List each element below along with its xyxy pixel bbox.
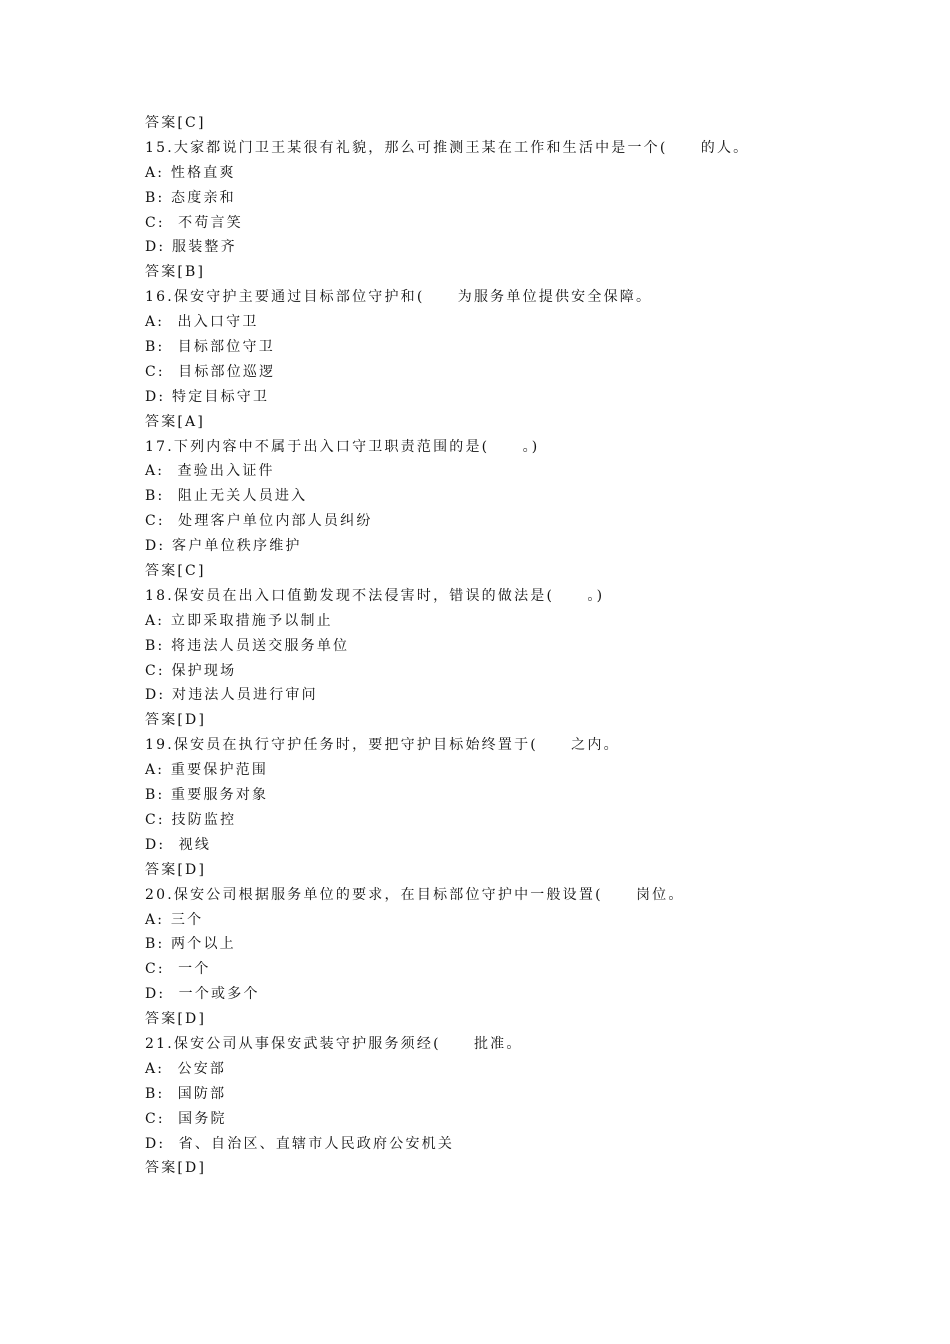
- answer-18: 答案[D]: [145, 712, 207, 729]
- question-21: 21.保安公司从事保安武装守护服务须经( 批准。: [145, 1035, 523, 1052]
- q19-option-c: C: 技防监控: [145, 811, 237, 828]
- q20-option-b: B: 两个以上: [145, 936, 236, 953]
- q20-option-c: C: 一个: [145, 961, 211, 978]
- question-20: 20.保安公司根据服务单位的要求，在目标部位守护中一般设置( 岗位。: [145, 886, 685, 903]
- question-18: 18.保安员在出入口值勤发现不法侵害时，错误的做法是( 。): [145, 587, 605, 604]
- answer-15: 答案[B]: [145, 264, 206, 281]
- document-body: [145, 111, 845, 1181]
- answer-21: 答案[D]: [145, 1160, 207, 1177]
- question-16: 16.保安守护主要通过目标部位守护和( 为服务单位提供安全保障。: [145, 289, 653, 306]
- q21-option-d: D: 省、自治区、直辖市人民政府公安机关: [145, 1135, 455, 1152]
- q20-option-a: A: 三个: [145, 911, 204, 928]
- q19-option-b: B: 重要服务对象: [145, 787, 269, 804]
- q15-option-c: C: 不苟言笑: [145, 214, 243, 231]
- q21-option-a: A: 公安部: [145, 1060, 227, 1077]
- q15-option-a: A: 性格直爽: [145, 164, 236, 181]
- answer-14: 答案[C]: [145, 115, 206, 131]
- q18-option-c: C: 保护现场: [145, 662, 237, 679]
- q21-option-b: B: 国防部: [145, 1085, 227, 1102]
- question-15: 15.大家都说门卫王某很有礼貌，那么可推测王某在工作和生活中是一个( 的人。: [145, 139, 750, 156]
- q18-option-d: D: 对违法人员进行审问: [145, 687, 318, 704]
- question-17: 17.下列内容中不属于出入口守卫职责范围的是( 。): [145, 438, 540, 455]
- q16-option-d: D: 特定目标守卫: [145, 388, 270, 405]
- q15-option-d: D: 服装整齐: [145, 239, 237, 256]
- q17-option-a: A: 查验出入证件: [145, 463, 275, 480]
- q16-option-a: A: 出入口守卫: [145, 314, 259, 331]
- answer-16: 答案[A]: [145, 413, 206, 430]
- q17-option-c: C: 处理客户单位内部人员纠纷: [145, 513, 373, 530]
- q17-option-b: B: 阻止无关人员进入: [145, 488, 308, 505]
- q16-option-b: B: 目标部位守卫: [145, 339, 275, 356]
- q21-option-c: C: 国务院: [145, 1110, 227, 1127]
- question-19: 19.保安员在执行守护任务时，要把守护目标始终置于( 之内。: [145, 737, 620, 754]
- q20-option-d: D: 一个或多个: [145, 986, 260, 1003]
- answer-17: 答案[C]: [145, 563, 206, 580]
- q15-option-b: B: 态度亲和: [145, 189, 236, 206]
- answer-20: 答案[D]: [145, 1011, 207, 1028]
- q19-option-d: D: 视线: [145, 836, 212, 853]
- q19-option-a: A: 重要保护范围: [145, 762, 269, 779]
- q18-option-b: B: 将违法人员送交服务单位: [145, 637, 350, 654]
- answer-19: 答案[D]: [145, 861, 207, 878]
- q16-option-c: C: 目标部位巡逻: [145, 363, 276, 380]
- q17-option-d: D: 客户单位秩序维护: [145, 538, 302, 555]
- q18-option-a: A: 立即采取措施予以制止: [145, 612, 333, 629]
